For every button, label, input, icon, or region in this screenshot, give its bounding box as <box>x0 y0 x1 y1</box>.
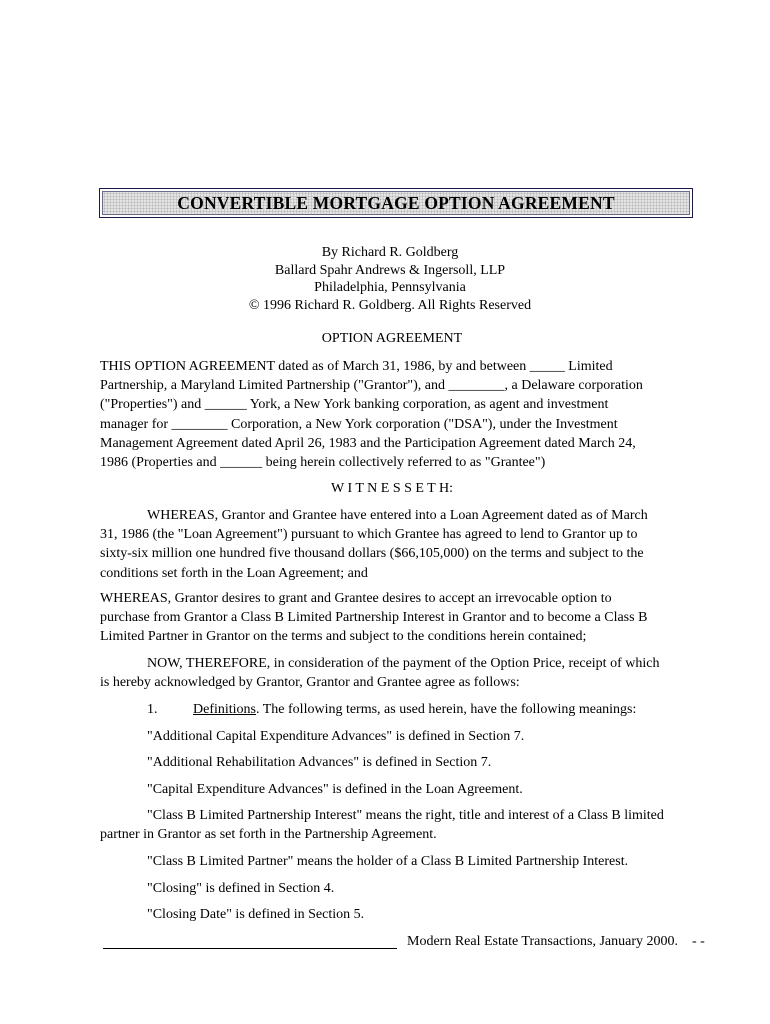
text-line: THIS OPTION AGREEMENT dated as of March 31, 1986, by and between _____ Limited <box>100 359 613 374</box>
text-line: Management Agreement dated April 26, 1983 and the Participation Agreement dated March 24, <box>100 435 636 451</box>
definition-item: "Closing" is defined in Section 4. <box>147 881 335 896</box>
location-line: Philadelphia, Pennsylvania <box>314 280 466 295</box>
section-text: . The following terms, as used herein, have the following meanings: <box>256 702 637 717</box>
definition-item <box>100 806 700 844</box>
section-1-heading <box>100 700 700 719</box>
title-box <box>99 188 693 218</box>
intro-paragraph <box>100 357 700 472</box>
text-line: 31, 1986 (the "Loan Agreement") pursuant to which Grantee has agreed to lend to Grantor up to <box>100 527 638 543</box>
definition-item: "Closing Date" is defined in Section 5. <box>147 907 365 922</box>
section-title: Definitions <box>193 702 256 717</box>
text-line: sixty-six million one hundred five thousand dollars ($66,105,000) on the terms and subject to the <box>100 546 644 562</box>
witnesseth-heading: W I T N E S S E T H: <box>330 481 453 496</box>
now-therefore-paragraph <box>100 654 700 692</box>
byline <box>0 244 770 314</box>
text-line: partner in Grantor as set forth in the Partnership Agreement. <box>100 827 437 843</box>
footer-text: Modern Real Estate Transactions, January 2000. - - <box>407 934 705 949</box>
definition-item: "Additional Rehabilitation Advances" is defined in Section 7. <box>147 755 492 770</box>
whereas-paragraph-1 <box>100 506 700 583</box>
text-line: 1986 (Properties and ______ being herein collectively referred to as "Grantee") <box>100 455 546 471</box>
text-line: ("Properties") and ______ York, a New York banking corporation, as agent and investment <box>100 397 609 413</box>
copyright-line: © 1996 Richard R. Goldberg. All Rights Reserved <box>248 297 532 313</box>
definition-item: "Additional Capital Expenditure Advances" is defined in Section 7. <box>147 729 525 744</box>
definition-item: "Capital Expenditure Advances" is defined in the Loan Agreement. <box>147 782 523 797</box>
text-line: Limited Partner in Grantor on the terms and subject to the conditions herein contained; <box>100 629 587 645</box>
text-line: WHEREAS, Grantor and Grantee have entered into a Loan Agreement dated as of March <box>147 508 648 523</box>
section-heading: OPTION AGREEMENT <box>321 331 463 346</box>
text-line: NOW, THEREFORE, in consideration of the payment of the Option Price, receipt of which <box>147 656 660 671</box>
text-line: is hereby acknowledged by Grantor, Grantor and Grantee agree as follows: <box>100 675 520 691</box>
text-line: Partnership, a Maryland Limited Partnership ("Grantor"), and ________, a Delaware corporation <box>100 378 643 394</box>
title-banner <box>102 191 690 215</box>
text-line: manager for ________ Corporation, a New York corporation ("DSA"), under the Investment <box>100 416 618 432</box>
text-line: WHEREAS, Grantor desires to grant and Grantee desires to accept an irrevocable option to <box>100 591 612 606</box>
section-number: 1. <box>147 702 158 717</box>
document-title: CONVERTIBLE MORTGAGE OPTION AGREEMENT <box>177 192 615 213</box>
text-line: "Class B Limited Partnership Interest" means the right, title and interest of a Class B limited <box>147 808 664 823</box>
whereas-paragraph-2 <box>100 589 700 647</box>
definition-item: "Class B Limited Partner" means the holder of a Class B Limited Partnership Interest. <box>147 854 629 869</box>
text-line: conditions set forth in the Loan Agreement; and <box>100 565 368 581</box>
firm-line: Ballard Spahr Andrews & Ingersoll, LLP <box>274 262 506 278</box>
author-line: By Richard R. Goldberg <box>321 245 459 260</box>
text-line: purchase from Grantor a Class B Limited Partnership Interest in Grantor and to become a Class B <box>100 610 648 626</box>
footer-rule <box>103 948 397 949</box>
